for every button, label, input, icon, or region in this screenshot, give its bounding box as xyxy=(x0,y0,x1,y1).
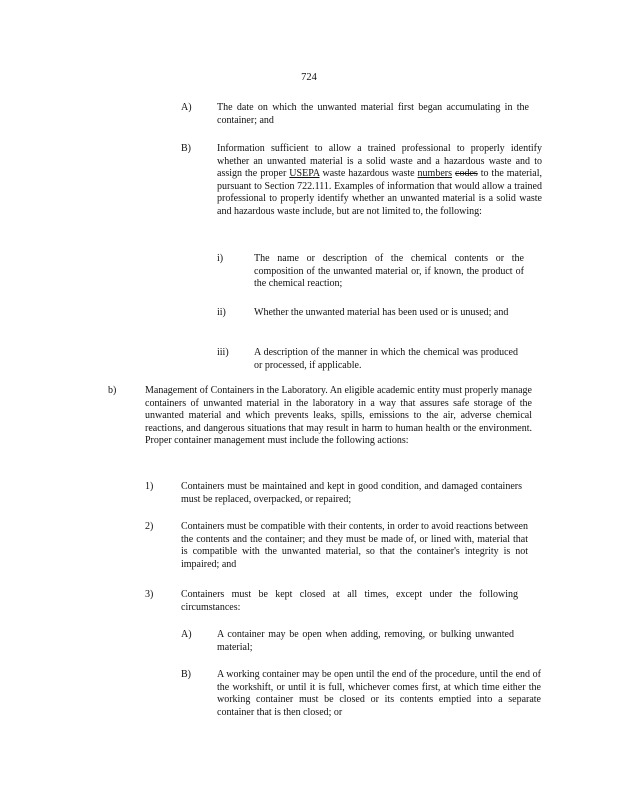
subitem-text-3A: A container may be open when adding, removing, or bulking unwanted material; xyxy=(217,629,514,653)
subitem-label-3A: A) xyxy=(181,629,192,640)
subitem-label-ii: ii) xyxy=(217,307,226,318)
numbered-text-2: Containers must be compatible with their contents, in order to avoid reactions between the contents and the container; and they must be made of, or lined with, material that is compatible with the unwanted material, so that the container's integrity is not impaired; and xyxy=(181,521,528,570)
numbered-text-3: Containers must be kept closed at all times, except under the following circumstances: xyxy=(181,589,518,613)
subitem-label-i: i) xyxy=(217,253,224,264)
inserted-text-numbers: numbers xyxy=(417,168,452,180)
inserted-text-usepa: USEPA xyxy=(289,168,320,180)
subitem-text-i: The name or description of the chemical contents or the composition of the unwanted material or, if known, the product of the chemical reaction; xyxy=(254,253,524,290)
numbered-text-1: Containers must be maintained and kept in good condition, and damaged containers must be replaced, overpacked, or repaired; xyxy=(181,481,522,505)
numbered-label-3: 3) xyxy=(145,589,154,600)
page-number: 724 xyxy=(301,72,317,83)
section-text-b: Management of Containers in the Laboratory. An eligible academic entity must properly manage containers of unwanted material in the laboratory in a way that assures safe storage of the unwanted material and which prevents leaks, spills, emissions to the air, adverse chemical reactions, and dangerous situations that may result in harm to human health or the environment. Proper container management must include the following actions: xyxy=(145,385,532,447)
item-text-B xyxy=(217,143,542,219)
item-label-B: B) xyxy=(181,143,191,154)
subitem-text-iii: A description of the manner in which the chemical was produced or processed, if applicable. xyxy=(254,347,518,371)
item-text-A: The date on which the unwanted material first began accumulating in the container; and xyxy=(217,102,529,126)
subitem-text-ii: Whether the unwanted material has been used or is unused; and xyxy=(254,307,509,318)
section-label-b: b) xyxy=(108,385,117,396)
deleted-text-codes: codes xyxy=(455,168,478,180)
item-text-B-part-4: to the material, pursuant to Section 722.111. Examples of information that would allow a trained professional to properly identify whether an unwanted material is a solid waste and hazardous waste include, but are not limited to, the following: xyxy=(217,168,543,217)
subitem-label-3B: B) xyxy=(181,669,191,680)
numbered-label-2: 2) xyxy=(145,521,154,532)
numbered-label-1: 1) xyxy=(145,481,154,492)
item-text-B-part-2: waste hazardous waste xyxy=(319,168,418,180)
item-label-A: A) xyxy=(181,102,192,113)
subitem-text-3B: A working container may be open until the end of the procedure, until the end of the workshift, or until it is full, whichever comes first, at which time either the working container must be closed or its contents emptied into a separate container that is then closed; or xyxy=(217,669,541,718)
item-text-B-part-1: Information sufficient to allow a trained professional to properly identify whether an unwanted material is a solid waste and a hazardous waste and to assign the proper xyxy=(217,143,542,180)
subitem-label-iii: iii) xyxy=(217,347,229,358)
